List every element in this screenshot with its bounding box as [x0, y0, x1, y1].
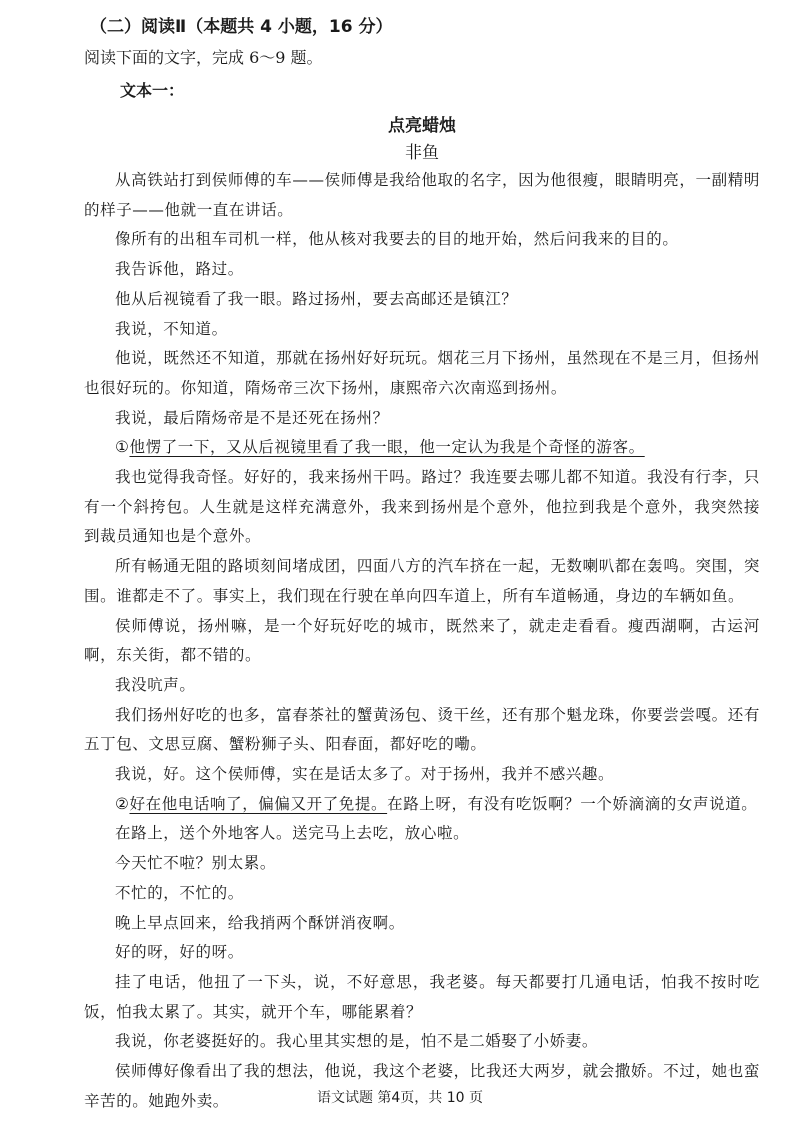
paragraph: 侯师傅说，扬州嘛，是一个好玩好吃的城市，既然来了，就走走看看。瘦西湖啊，古运河啊，东关街，都不错的。	[84, 616, 760, 665]
article-body	[84, 166, 760, 1117]
paragraph: 不忙的，不忙的。	[115, 883, 244, 902]
reading-instruction: 阅读下面的文字，完成 6～9 题。	[84, 48, 323, 67]
paragraph: 他说，既然还不知道，那就在扬州好好玩玩。烟花三月下扬州，虽然现在不是三月，但扬州也很好玩的。你知道，隋炀帝三次下扬州，康熙帝六次南巡到扬州。	[84, 349, 760, 397]
paragraph: 在路上，送个外地客人。送完马上去吃，放心啦。	[115, 824, 470, 843]
paragraph: 我说，好。这个侯师傅，实在是话太多了。对于扬州，我并不感兴趣。	[115, 765, 615, 784]
paragraph: 我说，你老婆挺好的。我心里其实想的是，怕不是二婚娶了小娇妻。	[115, 1032, 599, 1051]
page-footer: 语文试题 第4页，共 10 页	[316, 1090, 484, 1106]
underlined-text-2: 好在他电话响了，偏偏又开了免提。	[129, 794, 388, 813]
paragraph: 我说，不知道。	[115, 319, 228, 338]
paragraph: 像所有的出租车司机一样，他从核对我要去的目的地开始，然后问我来的目的。	[115, 230, 679, 249]
underlined-sentence-2	[84, 790, 760, 820]
text-label: 文本一：	[120, 81, 185, 100]
paragraph: 从高铁站打到侯师傅的车——侯师傅是我给他取的名字，因为他很瘦，眼睛明亮，一副精明的样子——他就一直在讲话。	[84, 171, 760, 219]
paragraph: 我告诉他，路过。	[115, 260, 244, 279]
marker-1: ①	[115, 438, 130, 457]
paragraph: 所有畅通无阻的路顷刻间堵成团，四面八方的汽车挤在一起，无数喇叭都在轰鸣。突围，突围。谁都走不了。事实上，我们现在行驶在单向四车道上，所有车道畅通，身边的车辆如鱼。	[84, 557, 760, 605]
paragraph: 晚上早点回来，给我捎两个酥饼消夜啊。	[115, 913, 405, 932]
paragraph: 他从后视镜看了我一眼。路过扬州，要去高邮还是镇江？	[115, 289, 518, 308]
paragraph: 我没吭声。	[115, 675, 196, 694]
paragraph: 我说，最后隋炀帝是不是还死在扬州？	[115, 408, 389, 427]
underlined-sentence-1	[84, 433, 760, 463]
section-heading: （二）阅读Ⅱ（本题共 4 小题，16 分）	[90, 17, 393, 37]
paragraph: 侯师傅好像看出了我的想法，他说，我这个老婆，比我还大两岁，就会撒娇。不过，她也蛮辛苦的。她跑外卖。	[84, 1062, 760, 1110]
paragraph-rest: 在路上呀，有没有吃饭啊？一个娇滴滴的女声说道。	[387, 794, 758, 813]
marker-2: ②	[115, 794, 130, 813]
paragraph: 今天忙不啦？别太累。	[115, 854, 277, 873]
paragraph: 挂了电话，他扭了一下头，说，不好意思，我老婆。每天都要打几通电话，怕我不按时吃饭，怕我太累了。其实，就开个车，哪能累着？	[84, 972, 760, 1021]
paragraph: 我们扬州好吃的也多，富春茶社的蟹黄汤包、烫干丝，还有那个魁龙珠，你要尝尝嘎。还有五丁包、文思豆腐、蟹粉狮子头、阳春面，都好吃的嘞。	[84, 705, 760, 754]
underlined-text-1: 他愣了一下，又从后视镜里看了我一眼，他一定认为我是个奇怪的游客。	[129, 438, 645, 457]
paragraph: 我也觉得我奇怪。好好的，我来扬州干吗。路过？我连要去哪儿都不知道。我没有行李，只有一个斜挎包。人生就是这样充满意外，我来到扬州是个意外，他拉到我是个意外，我突然接到裁员通知也是个意外。	[84, 468, 760, 546]
paragraph: 好的呀，好的呀。	[115, 943, 244, 962]
article-author: 非鱼	[405, 143, 439, 163]
article-title: 点亮蜡烛	[388, 116, 456, 136]
